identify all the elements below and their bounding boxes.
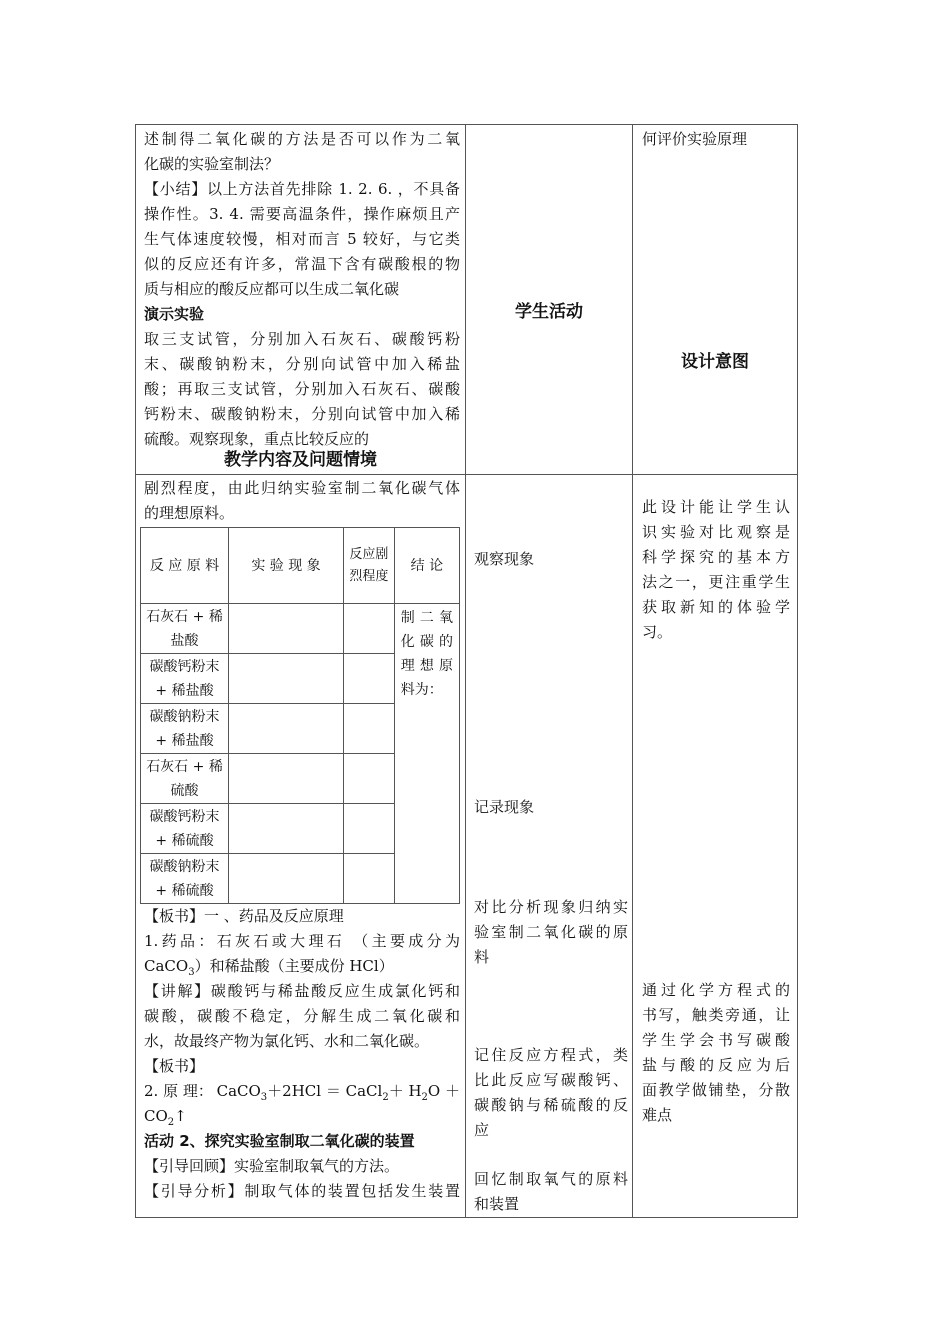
- equation: [217, 1079, 460, 1104]
- table-header-row: [141, 528, 460, 604]
- text-line: 水，故最终产物为氯化钙、水和二氧化碳。: [144, 1032, 430, 1050]
- formula-text: CO: [144, 1107, 168, 1125]
- intensity-cell: [343, 654, 394, 704]
- formula-text: ＋2HCl ＝ CaCl: [267, 1082, 383, 1100]
- design-top-text: 何评价实验原理: [642, 130, 748, 148]
- text-line: 识实验对比观察是: [642, 523, 790, 541]
- text-line: 法之一，更注重学生: [642, 573, 790, 591]
- intensity-cell: [343, 704, 394, 754]
- text-line: 科学探究的基本方: [642, 548, 790, 566]
- formula-text: ＋ H: [388, 1082, 422, 1100]
- student-observe: 观察现象: [474, 550, 535, 568]
- material-cell: 碳酸钙粉末 + 稀硫酸: [141, 804, 229, 854]
- text-line: 操作性。3. 4. 需要高温条件，操作麻烦且产: [144, 205, 460, 223]
- header-phenomenon: 实 验 现 象: [229, 528, 344, 604]
- intensity-cell: [343, 604, 394, 654]
- table-row: [141, 604, 460, 654]
- text-line: 通过化学方程式的: [642, 981, 790, 999]
- column-heading-teaching: 教学内容及问题情境: [224, 450, 377, 470]
- student-recall: [474, 1167, 628, 1217]
- text-line: 酸；再取三支试管，分别加入石灰石、碳酸: [144, 380, 460, 398]
- student-compare: [474, 895, 628, 970]
- equation-line: [144, 1079, 460, 1104]
- table-wrapper: [136, 476, 465, 899]
- text-line: 【小结】以上方法首先排除 1. 2. 6. ，不具备: [144, 180, 460, 198]
- text-line: 记住反应方程式，类: [474, 1046, 628, 1064]
- header-intensity: 反应剧烈程度: [343, 528, 394, 604]
- student-remember: [474, 1043, 628, 1143]
- text-line: 对比分析现象归纳实: [474, 898, 628, 916]
- formula-text: O ＋: [427, 1082, 460, 1100]
- intensity-cell: [343, 754, 394, 804]
- intensity-cell: [343, 854, 394, 904]
- text-line: 学生学会书写碳酸: [642, 1031, 790, 1049]
- board-heading: 【板书】一 、药品及反应原理: [144, 907, 344, 925]
- column-divider: [632, 125, 633, 1217]
- row-divider: [136, 474, 797, 475]
- column-heading-design: 设计意图: [681, 352, 749, 372]
- text-line: 验室制二氧化碳的原: [474, 923, 628, 941]
- student-record: 记录现象: [474, 798, 535, 816]
- formula-subscript: 2: [421, 1092, 428, 1103]
- activity-heading: 活动 2、探究实验室制取二氧化碳的装置: [144, 1132, 415, 1150]
- phenomenon-cell: [229, 754, 344, 804]
- board-section: [144, 904, 460, 1204]
- text-line: 似的反应还有许多，常温下含有碳酸根的物: [144, 255, 460, 273]
- column-heading-student: 学生活动: [515, 302, 583, 322]
- lesson-table: [135, 124, 798, 1218]
- text-line: 的理想原料。: [144, 504, 235, 522]
- material-cell: 石灰石 + 稀硫酸: [141, 754, 229, 804]
- text-line: 难点: [642, 1106, 673, 1124]
- formula-text: CaCO: [216, 1082, 261, 1100]
- text-line: 习。: [642, 623, 673, 641]
- text-line: 钙粉末、碳酸钠粉末，分别向试管中加入稀: [144, 405, 460, 423]
- formula-subscript: 2: [382, 1092, 389, 1103]
- formula-text: ）和稀盐酸（主要成份 HCl）: [194, 957, 394, 975]
- text-line: 述制得二氧化碳的方法是否可以作为二氧: [144, 130, 460, 148]
- phenomenon-cell: [229, 604, 344, 654]
- demo-title: 演示实验: [144, 305, 205, 323]
- text-line: 碳酸，碳酸不稳定，分解生成二氧化碳和: [144, 1007, 460, 1025]
- phenomenon-cell: [229, 704, 344, 754]
- formula-subscript: 3: [188, 967, 195, 978]
- text-line: 剧烈程度，由此归纳实验室制二氧化碳气体: [144, 479, 460, 497]
- material-cell: 碳酸钠粉末 + 稀硫酸: [141, 854, 229, 904]
- text-line: 质与相应的酸反应都可以生成二氧化碳: [144, 280, 400, 298]
- text-line: 料: [474, 948, 490, 966]
- text-line: 硫酸。观察现象，重点比较反应的: [144, 430, 370, 448]
- text-line: [144, 954, 460, 979]
- text-line: 【引导分析】制取气体的装置包括发生装置: [144, 1182, 460, 1200]
- header-materials: 反 应 原 料: [141, 528, 229, 604]
- principle-label: 2. 原 理：: [144, 1082, 213, 1100]
- design-intent-2: [642, 978, 790, 1128]
- text-line: 应: [474, 1121, 490, 1139]
- text-line: 化碳的实验室制法？: [144, 155, 280, 173]
- text-line: 1.药品：石灰石或大理石 （主要成分为: [144, 932, 460, 950]
- text-line: 回忆制取氧气的原料: [474, 1170, 628, 1188]
- phenomenon-cell: [229, 854, 344, 904]
- material-cell: 碳酸钠粉末 + 稀盐酸: [141, 704, 229, 754]
- gas-arrow: ↑: [174, 1107, 187, 1125]
- text-line: 此设计能让学生认: [642, 498, 790, 516]
- formula-subscript: 3: [260, 1092, 268, 1103]
- formula-subscript: 2: [167, 1117, 175, 1128]
- board-heading: 【板书】: [144, 1057, 205, 1075]
- column-divider: [465, 125, 466, 1217]
- text-line: 末、碳酸钠粉末，分别向试管中加入稀盐: [144, 355, 460, 373]
- intensity-cell: [343, 804, 394, 854]
- text-line: 取三支试管，分别加入石灰石、碳酸钙粉: [144, 330, 460, 348]
- text-line: 书写，触类旁通，让: [642, 1006, 790, 1024]
- conclusion-cell: 制二氧化碳的理想原料为：: [394, 604, 459, 904]
- header-conclusion: 结 论: [394, 528, 459, 604]
- text-line: 盐与酸的反应为后: [642, 1056, 790, 1074]
- experiment-table: [140, 527, 460, 904]
- phenomenon-cell: [229, 804, 344, 854]
- text-line: 比此反应写碳酸钙、: [474, 1071, 628, 1089]
- material-cell: 碳酸钙粉末 + 稀盐酸: [141, 654, 229, 704]
- equation-line: [144, 1104, 460, 1129]
- text-line: 【讲解】碳酸钙与稀盐酸反应生成氯化钙和: [144, 982, 460, 1000]
- top-content-cell: [144, 127, 460, 452]
- text-line: 和装置: [474, 1195, 520, 1213]
- material-cell: 石灰石 + 稀盐酸: [141, 604, 229, 654]
- design-intent-1: [642, 495, 790, 645]
- formula-text: CaCO: [144, 957, 189, 975]
- text-line: 获取新知的体验学: [642, 598, 790, 616]
- text-line: 碳酸钠与稀硫酸的反: [474, 1096, 628, 1114]
- text-line: 面教学做铺垫，分散: [642, 1081, 790, 1099]
- text-line: 生气体速度较慢，相对而言 5 较好，与它类: [144, 230, 460, 248]
- phenomenon-cell: [229, 654, 344, 704]
- text-line: 【引导回顾】实验室制取氧气的方法。: [144, 1157, 400, 1175]
